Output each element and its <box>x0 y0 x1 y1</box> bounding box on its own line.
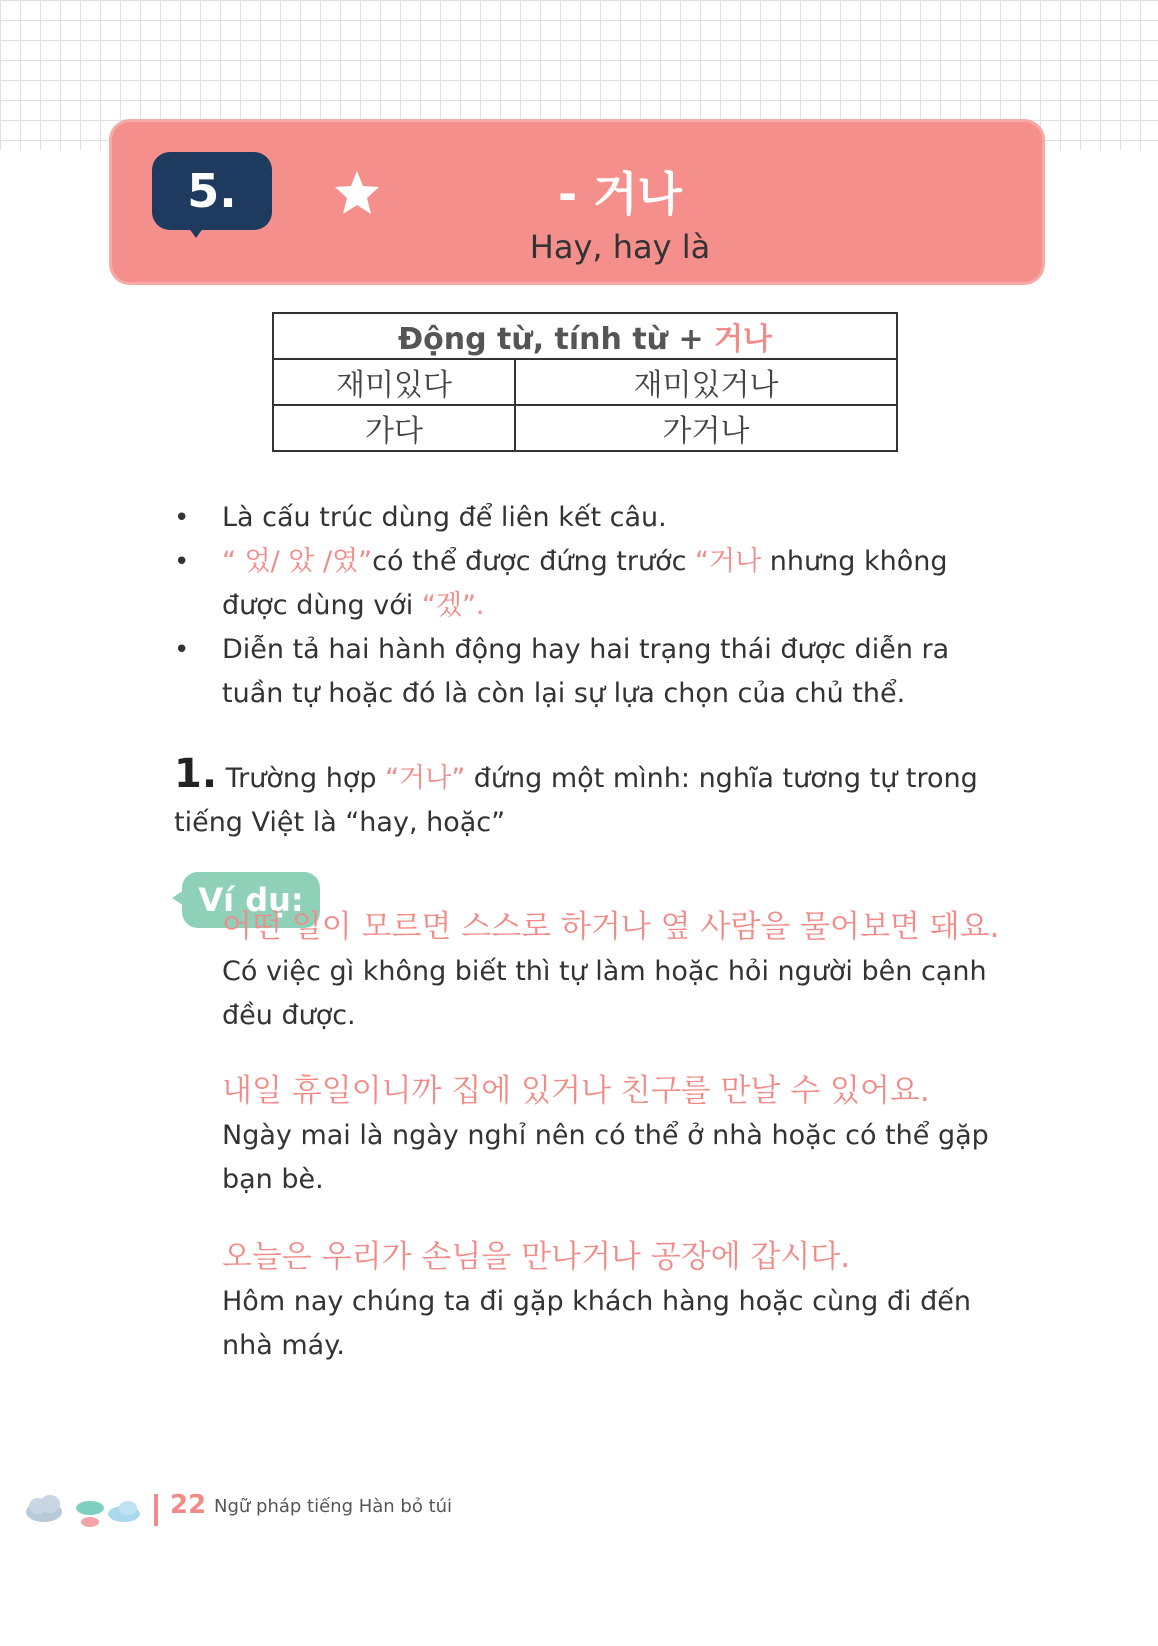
lesson-number-badge: 5. <box>152 152 272 230</box>
example-korean: 어떤 일이 모르면 스스로 하거나 옆 사람을 물어보면 돼요. <box>222 909 1000 945</box>
table-cell-base: 가다 <box>273 405 515 451</box>
example-item <box>222 1234 1002 1368</box>
bullet-item <box>174 496 1004 540</box>
star-icon <box>332 168 382 218</box>
example-vietnamese: Có việc gì không biết thì tự làm hoặc hỏi người bên cạnh đều được. <box>222 956 987 1031</box>
bullet-text: Là cấu trúc dùng để liên kết câu. <box>222 502 667 533</box>
example-item <box>222 904 1002 1038</box>
table-cell-conjugated: 재미있거나 <box>515 359 897 405</box>
lesson-subtitle: Hay, hay là <box>529 228 711 266</box>
section-text: Trường hợp <box>217 763 386 794</box>
cloud-icon <box>24 1490 146 1530</box>
example-vietnamese: Ngày mai là ngày nghỉ nên có thể ở nhà hoặc có thể gặp bạn bè. <box>222 1120 989 1195</box>
bullet-item <box>174 540 1004 628</box>
section-1 <box>174 752 1004 845</box>
bullet-highlight: “ 었/ 았 /였” <box>222 546 373 577</box>
table-row <box>273 405 897 451</box>
bullet-item <box>174 628 1004 716</box>
page-number: 22 <box>170 1490 207 1520</box>
lesson-title: - 거나 <box>558 167 682 221</box>
section-text: đứng một mình: nghĩa tương tự trong tiếng Việt là “hay, hoặc” <box>174 763 978 838</box>
badge-tail <box>186 224 206 238</box>
table-header-prefix: Động từ, tính từ + <box>397 322 715 357</box>
example-korean: 오늘은 우리가 손님을 만나거나 공장에 갑시다. <box>222 1239 851 1275</box>
bullet-text: có thể được đứng trước <box>372 546 696 577</box>
page-footer <box>24 1490 624 1530</box>
table-cell-base: 재미있다 <box>273 359 515 405</box>
table-header-suffix: 거나 <box>714 322 773 357</box>
example-korean: 내일 휴일이니까 집에 있거나 친구를 만날 수 있어요. <box>222 1073 930 1109</box>
bullet-text: nhưng không được dùng với <box>222 546 948 621</box>
footer-divider <box>154 1494 158 1526</box>
example-vietnamese: Hôm nay chúng ta đi gặp khách hàng hoặc cùng đi đến nhà máy. <box>222 1286 971 1361</box>
book-title: Ngữ pháp tiếng Hàn bỏ túi <box>214 1496 453 1517</box>
section-number: 1. <box>174 751 218 797</box>
bullet-text: Diễn tả hai hành động hay hai trạng thái được diễn ra tuần tự hoặc đó là còn lại sự lựa chọn của chủ thể. <box>222 634 950 709</box>
table-header <box>273 313 897 359</box>
bullet-highlight: “겠”. <box>421 590 485 621</box>
table-cell-conjugated: 가거나 <box>515 405 897 451</box>
usage-bullets <box>174 496 1004 716</box>
section-highlight: “거나” <box>385 763 466 794</box>
bullet-highlight: “거나 <box>695 546 762 577</box>
conjugation-table <box>272 312 898 452</box>
example-item <box>222 1068 1002 1202</box>
table-row <box>273 359 897 405</box>
example-label: Ví dụ: <box>182 872 320 928</box>
